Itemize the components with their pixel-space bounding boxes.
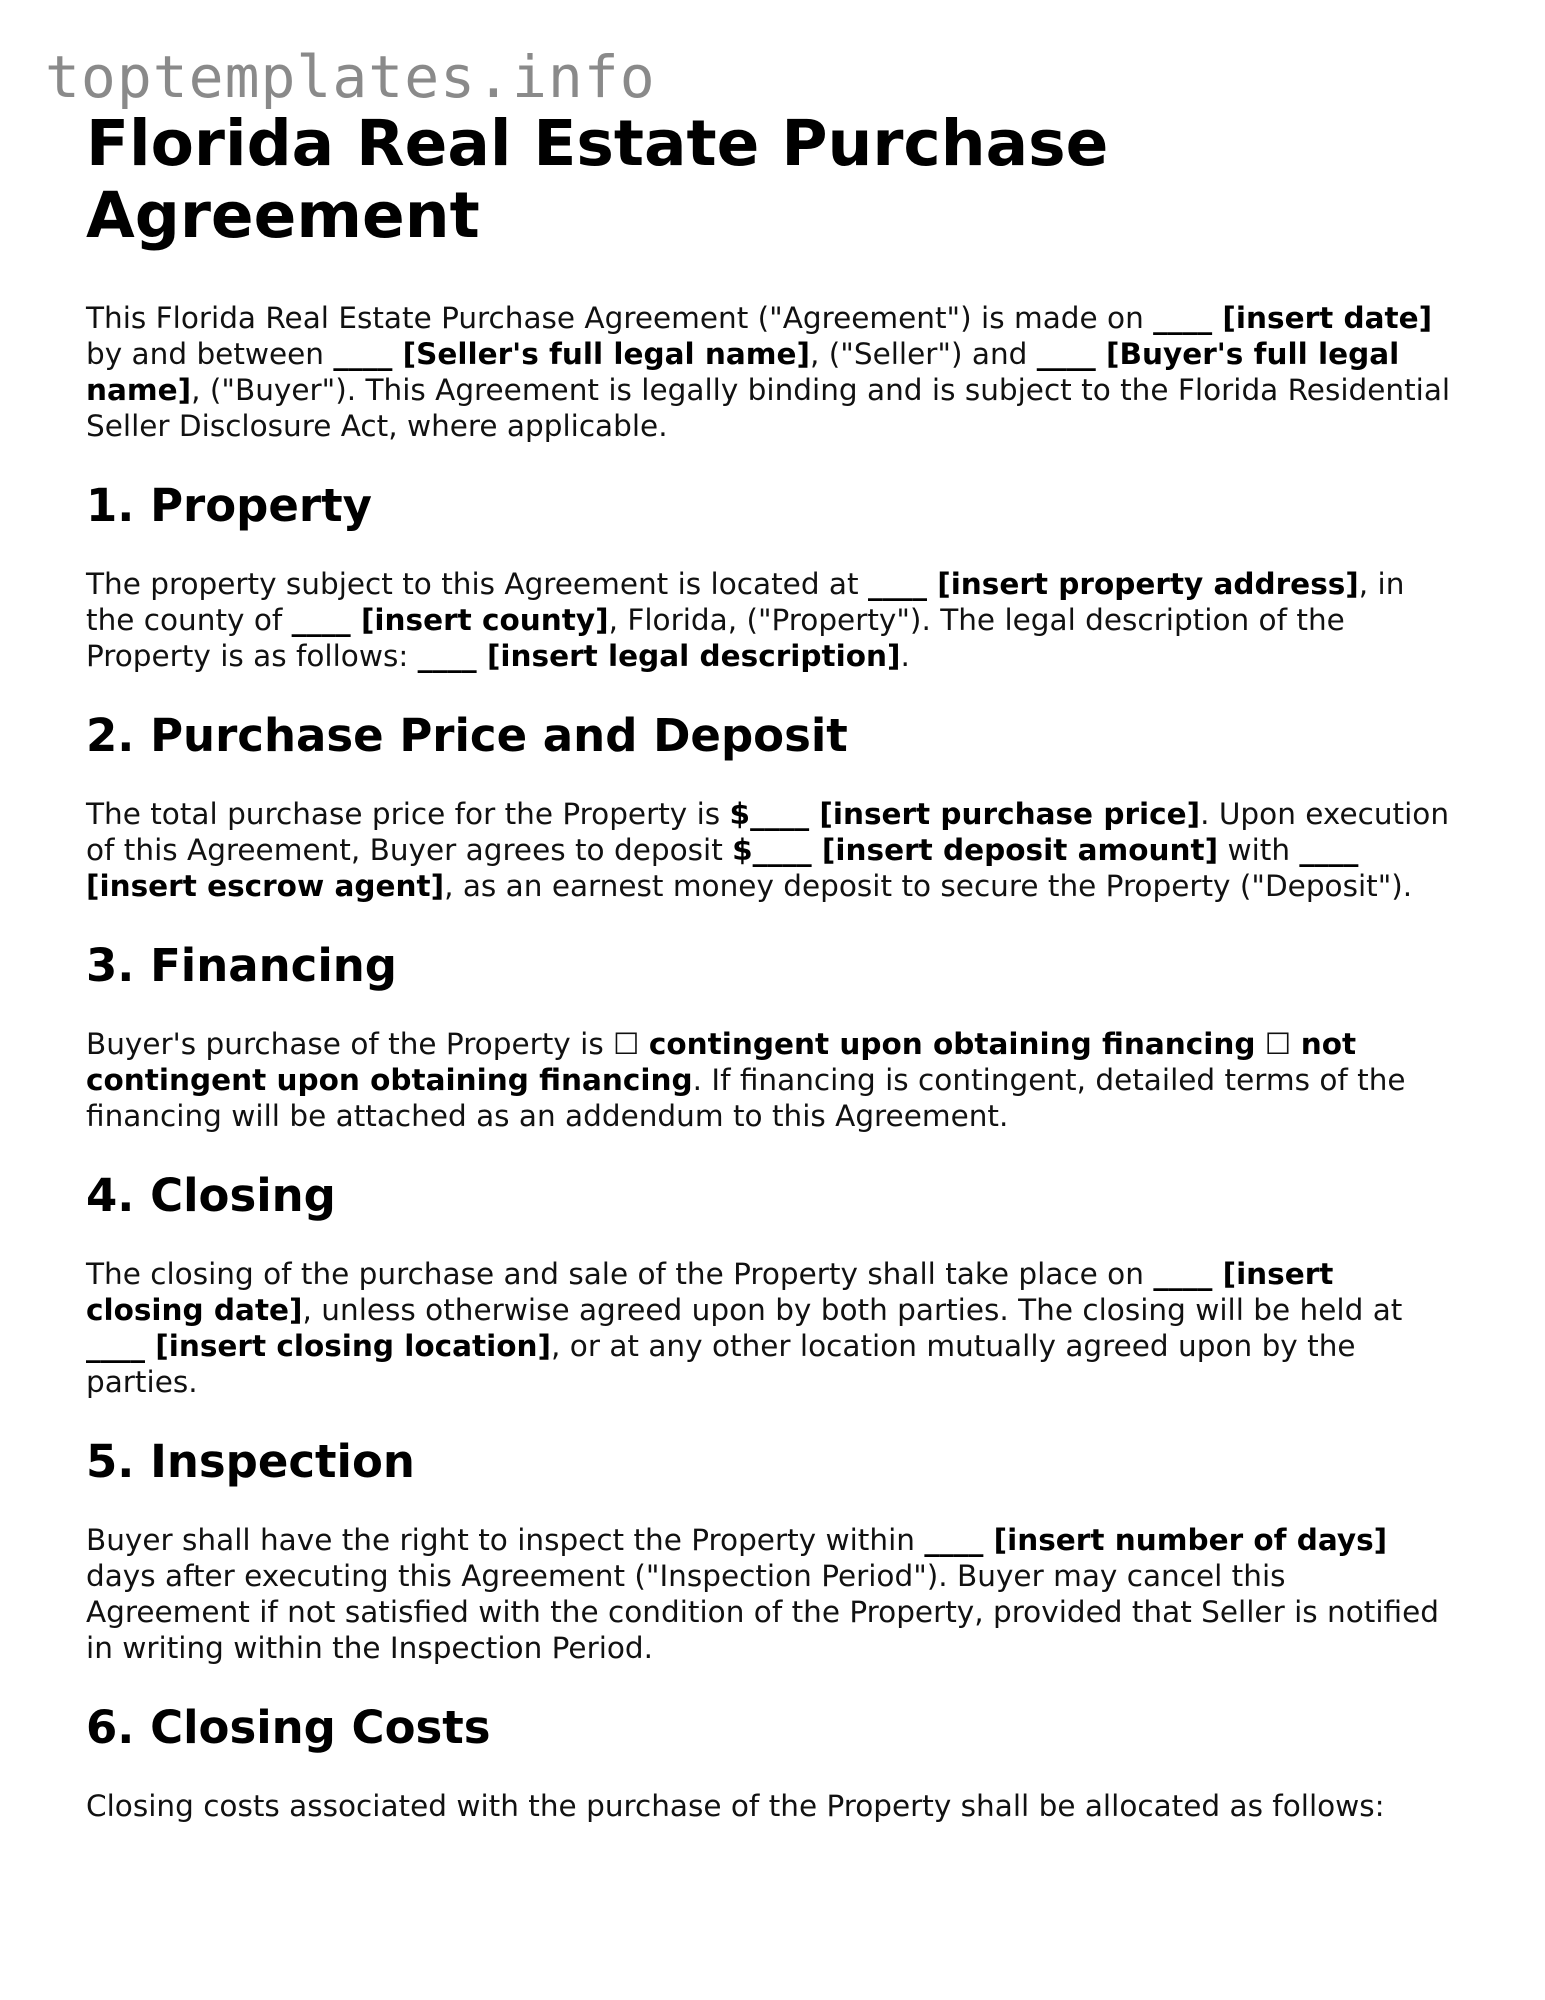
section-paragraph [86, 1256, 1456, 1400]
section-text: , in the county of [86, 567, 1405, 637]
section-text: The total purchase price for the Property is [86, 797, 730, 831]
section-text: Closing costs associated with the purchase of the Property shall be allocated as follows: [86, 1789, 1385, 1823]
county-placeholder: ____ [insert county] [291, 603, 609, 637]
escrow-agent-placeholder: ____ [insert escrow agent] [86, 833, 1359, 903]
closing-date-placeholder: ____ [insert closing date] [86, 1257, 1334, 1327]
section-text: The closing of the purchase and sale of the Property shall take place on [86, 1257, 1154, 1291]
section-text: days after executing this Agreement ("Inspection Period"). Buyer may cancel this Agreement if not satisfied with the condition of the Property, provided that Seller is notified in writing within the Inspection Period. [86, 1559, 1439, 1665]
section-heading: 6. Closing Costs [86, 1701, 491, 1754]
intro-text: , ("Buyer"). This Agreement is legally binding and is subject to the Florida Residential Seller Disclosure Act, where applicable. [86, 373, 1451, 443]
buyer-name-placeholder: ____ [Buyer's full legal name] [86, 337, 1400, 407]
section-closing [86, 1170, 1456, 1400]
section-text: , as an earnest money deposit to secure the Property ("Deposit"). [444, 869, 1413, 903]
section-heading: 2. Purchase Price and Deposit [86, 709, 848, 762]
intro-text: , ("Seller") and [810, 337, 1037, 371]
section-text: , Florida, ("Property"). The legal description of the Property is as follows: [86, 603, 1345, 673]
deposit-amount-placeholder: $____ [insert deposit amount] [732, 833, 1219, 867]
section-paragraph [86, 566, 1456, 674]
not-contingent-option: not contingent upon obtaining financing [86, 1027, 1357, 1097]
section-purchase-price [86, 710, 1456, 904]
section-paragraph [86, 1522, 1456, 1666]
section-heading: 3. Financing [86, 939, 398, 992]
section-text: . Upon execution of this Agreement, Buyer agrees to deposit [86, 797, 1450, 867]
section-text: . [900, 639, 910, 673]
section-financing [86, 940, 1456, 1134]
seller-name-placeholder: ____ [Seller's full legal name] [333, 337, 811, 371]
legal-description-placeholder: ____ [insert legal description] [417, 639, 901, 673]
intro-paragraph [86, 300, 1456, 444]
property-address-placeholder: ____ [insert property address] [867, 567, 1359, 601]
purchase-price-placeholder: $____ [insert purchase price] [729, 797, 1201, 831]
section-closing-costs [86, 1702, 1456, 1824]
section-text: Buyer shall have the right to inspect the Property within [86, 1523, 925, 1557]
inspection-days-placeholder: ____ [insert number of days] [924, 1523, 1388, 1557]
section-paragraph [86, 1788, 1456, 1824]
section-text: , or at any other location mutually agreed upon by the parties. [86, 1329, 1356, 1399]
contingent-option: contingent upon obtaining financing [648, 1027, 1256, 1061]
section-inspection [86, 1436, 1456, 1666]
section-heading: 4. Closing [86, 1169, 336, 1222]
section-heading: 1. Property [86, 479, 372, 532]
section-paragraph [86, 796, 1456, 904]
section-text: . If financing is contingent, detailed terms of the financing will be attached as an addendum to this Agreement. [86, 1063, 1406, 1133]
watermark-logo: toptemplates.info [45, 43, 656, 111]
document-page [86, 108, 1456, 1824]
section-text: Buyer's purchase of the Property is ☐ [86, 1027, 649, 1061]
section-heading: 5. Inspection [86, 1435, 415, 1488]
section-text: with [1218, 833, 1300, 867]
document-title: Florida Real Estate Purchase Agreement [86, 107, 1109, 252]
section-text: ☐ [1255, 1027, 1301, 1061]
section-text: The property subject to this Agreement is located at [86, 567, 868, 601]
section-text: , unless otherwise agreed upon by both parties. The closing will be held at [302, 1293, 1403, 1327]
intro-text: This Florida Real Estate Purchase Agreement ("Agreement") is made on [86, 301, 1154, 335]
date-placeholder: ____ [insert date] [1153, 301, 1433, 335]
section-property [86, 480, 1456, 674]
intro-text: by and between [86, 337, 334, 371]
section-paragraph [86, 1026, 1456, 1134]
closing-location-placeholder: ____ [insert closing location] [86, 1329, 552, 1363]
